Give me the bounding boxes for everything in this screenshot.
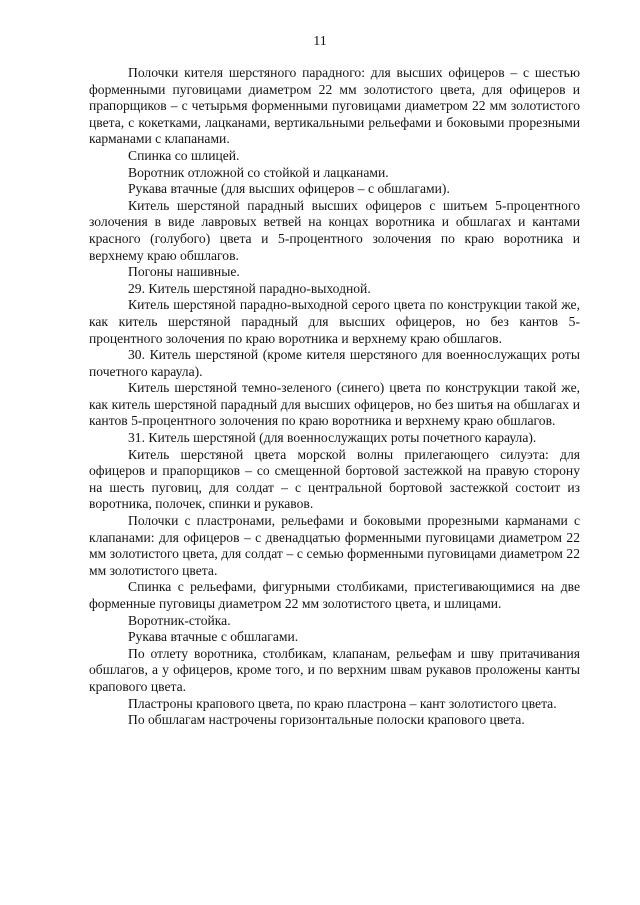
section-heading-30: 30. Китель шерстяной (кроме кителя шерстяного для военнослужащих роты почетного караула). [89,347,580,379]
paragraph: По отлету воротника, столбикам, клапанам, рельефам и шву притачивания обшлагов, а у офицеров, кроме того, и по верхним швам рукавов проложены канты крапового цвета. [89,645,580,694]
paragraph: По обшлагам настрочены горизонтальные полоски крапового цвета. [128,712,525,728]
paragraph: Пластроны крапового цвета, по краю пластрона – кант золотистого цвета. [128,695,557,711]
paragraph: Рукава втачные с обшлагами. [128,629,299,645]
paragraph: Воротник-стойка. [128,612,231,628]
paragraph: Китель шерстяной парадный высших офицеров с шитьем 5-процентного золочения в виде лавровых ветвей на концах воротника и обшлагах и кантами красного (голубого) цвета и 5-процентного золочения по краю воротника и верхнему краю обшлагов. [89,197,580,263]
paragraph: Китель шерстяной парадно-выходной серого цвета по конструкции такой же, как китель шерстяной парадный для высших офицеров, но без кантов 5-процентного золочения по краю воротника и верхнему краю обшлагов. [89,297,580,346]
paragraph: Полочки кителя шерстяного парадного: для высших офицеров – с шестью форменными пуговицами диаметром 22 мм золотистого цвета, для офицеров и прапорщиков – с четырьмя форменными пуговицами диаметром 22 мм золотистого цвета, с кокетками, лацканами, вертикальными рельефами и боковыми прорезными карманами с клапанами. [89,65,580,147]
paragraph: Спинка со шлицей. [128,147,240,163]
section-heading-29: 29. Китель шерстяной парадно-выходной. [128,280,371,296]
paragraph: Воротник отложной со стойкой и лацканами. [128,164,389,180]
page-number: 11 [313,34,327,49]
paragraph: Китель шерстяной цвета морской волны прилегающего силуэта: для офицеров и прапорщиков – со смещенной бортовой застежкой на правую сторону на шесть пуговиц, для солдат – с центральной бортовой застежкой состоит из воротника, полочек, спинки и рукавов. [89,446,580,512]
paragraph: Погоны нашивные. [128,264,240,280]
paragraph: Полочки с пластронами, рельефами и боковыми прорезными карманами с клапанами: для офицеров – с двенадцатью форменными пуговицами диаметром 22 мм золотистого цвета, для солдат – с семью форменными пуговицами диаметром 22 мм золотистого цвета. [89,513,580,578]
section-heading-31: 31. Китель шерстяной (для военнослужащих роты почетного караула). [128,430,537,446]
paragraph: Рукава втачные (для высших офицеров – с обшлагами). [128,181,450,197]
paragraph: Спинка с рельефами, фигурными столбиками, пристегивающимися на две форменные пуговицы диаметром 22 мм золотистого цвета, и шлицами. [89,579,580,611]
paragraph: Китель шерстяной темно-зеленого (синего) цвета по конструкции такой же, как китель шерстяной парадный для высших офицеров, но без шитья на обшлагах и кантов 5-процентного золочения по краю воротника и верхнему краю обшлагов. [89,380,580,429]
body-text [89,65,580,729]
